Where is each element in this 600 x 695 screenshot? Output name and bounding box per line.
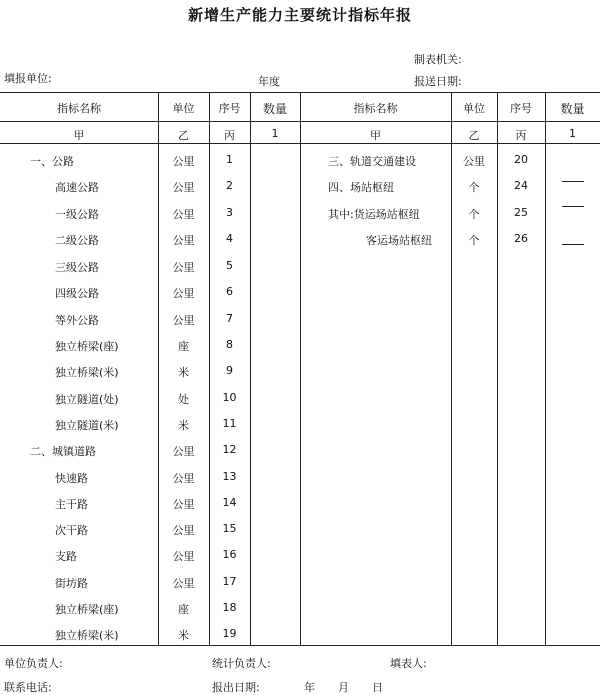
row-unit: 公里 <box>463 155 485 168</box>
header-seq-right: 序号 <box>510 102 532 115</box>
reporting-unit-label: 填报单位: <box>4 72 52 85</box>
row-unit: 公里 <box>172 550 195 563</box>
row-unit: 公里 <box>172 155 195 168</box>
year-unit-label: 年 <box>304 681 315 694</box>
row-unit: 个 <box>468 181 480 194</box>
row-seq: 19 <box>222 627 237 640</box>
dash-mark <box>562 244 584 245</box>
preparer-label: 填表人: <box>390 657 427 670</box>
row-name: 独立桥梁(座) <box>55 340 119 353</box>
row-seq: 12 <box>222 443 237 456</box>
row-name: 独立桥梁(米) <box>55 366 119 379</box>
row-seq: 4 <box>226 232 233 245</box>
row-seq: 11 <box>222 417 237 430</box>
row-name: 一、公路 <box>30 155 74 168</box>
row-seq: 16 <box>222 548 237 561</box>
row-unit: 公里 <box>172 524 195 537</box>
header-qty-right: 数量 <box>560 102 585 116</box>
code-unit-left: 乙 <box>178 129 189 142</box>
row-seq: 24 <box>514 179 528 192</box>
row-unit: 米 <box>178 629 189 642</box>
row-seq: 5 <box>226 259 233 272</box>
row-unit: 公里 <box>172 498 195 511</box>
row-unit: 个 <box>468 208 480 221</box>
issuing-authority-label: 制表机关: <box>414 53 462 66</box>
code-qty-left: 1 <box>271 127 279 140</box>
report-date-label: 报出日期: <box>212 681 260 694</box>
col-divider <box>545 92 546 645</box>
row-unit: 公里 <box>172 234 195 247</box>
row-name: 三级公路 <box>55 261 99 274</box>
row-unit: 个 <box>468 234 480 247</box>
row-seq: 18 <box>222 601 237 614</box>
row-seq: 17 <box>222 575 237 588</box>
row-unit: 公里 <box>172 287 195 300</box>
row-seq: 14 <box>222 496 237 509</box>
row-seq: 6 <box>226 285 233 298</box>
row-name: 一级公路 <box>55 208 99 221</box>
code-name-right: 甲 <box>370 129 381 142</box>
row-seq: 15 <box>222 522 237 535</box>
report-title: 新增生产能力主要统计指标年报 <box>187 6 412 24</box>
row-name: 街坊路 <box>55 577 88 590</box>
col-divider <box>250 92 251 645</box>
row-name: 独立桥梁(米) <box>55 629 119 642</box>
row-name: 三、轨道交通建设 <box>328 155 416 168</box>
row-name: 二、城镇道路 <box>30 445 96 458</box>
row-unit: 处 <box>178 393 189 406</box>
row-seq: 9 <box>226 364 233 377</box>
header-name-right: 指标名称 <box>353 102 398 115</box>
unit-head-label: 单位负责人: <box>4 657 63 670</box>
code-seq-right: 丙 <box>515 129 527 142</box>
dash-mark <box>562 181 584 182</box>
header-seq-left: 序号 <box>218 102 241 115</box>
row-unit: 米 <box>178 419 189 432</box>
row-unit: 公里 <box>172 181 195 194</box>
row-unit: 公里 <box>172 472 195 485</box>
submit-date-label: 报送日期: <box>414 75 462 88</box>
row-unit: 公里 <box>172 208 195 221</box>
month-unit-label: 月 <box>338 681 349 694</box>
row-name: 四级公路 <box>55 287 99 300</box>
row-name: 独立隧道(处) <box>55 393 119 406</box>
header-qty-left: 数量 <box>262 102 287 116</box>
code-seq-left: 丙 <box>224 129 235 142</box>
row-unit: 座 <box>178 340 189 353</box>
header-name-left: 指标名称 <box>57 102 101 115</box>
row-name: 高速公路 <box>55 181 99 194</box>
row-seq: 25 <box>514 206 528 219</box>
row-unit: 座 <box>178 603 189 616</box>
row-seq: 3 <box>226 206 233 219</box>
row-unit: 米 <box>178 366 189 379</box>
row-name: 独立隧道(米) <box>55 419 119 432</box>
row-unit: 公里 <box>172 445 195 458</box>
row-name: 独立桥梁(座) <box>55 603 119 616</box>
year-label: 年度 <box>258 75 280 88</box>
dash-mark <box>562 206 584 207</box>
contact-phone-label: 联系电话: <box>4 681 52 694</box>
row-unit: 公里 <box>172 314 195 327</box>
row-seq: 10 <box>222 391 237 404</box>
code-unit-right: 乙 <box>468 129 480 142</box>
row-unit: 公里 <box>172 577 195 590</box>
header-unit-right: 单位 <box>463 102 485 115</box>
col-divider <box>451 92 452 645</box>
row-seq: 1 <box>226 153 233 166</box>
row-unit: 公里 <box>172 261 195 274</box>
row-seq: 8 <box>226 338 233 351</box>
col-divider <box>300 92 301 645</box>
row-name: 主干路 <box>55 498 88 511</box>
row-name: 等外公路 <box>55 314 99 327</box>
row-seq: 7 <box>226 312 233 325</box>
code-name-left: 甲 <box>73 129 85 142</box>
stats-head-label: 统计负责人: <box>212 657 271 670</box>
row-seq: 2 <box>226 179 233 192</box>
header-unit-left: 单位 <box>172 102 195 115</box>
row-seq: 20 <box>514 153 528 166</box>
row-name: 四、场站枢纽 <box>328 181 394 194</box>
row-seq: 26 <box>514 232 528 245</box>
col-divider <box>497 92 498 645</box>
row-name: 次干路 <box>55 524 88 537</box>
row-seq: 13 <box>222 470 237 483</box>
row-name: 快速路 <box>55 472 88 485</box>
row-name: 客运场站枢纽 <box>366 234 432 247</box>
row-name: 二级公路 <box>55 234 99 247</box>
code-qty-right: 1 <box>569 127 576 140</box>
table-bottom-border <box>0 645 600 646</box>
day-unit-label: 日 <box>372 681 383 694</box>
row-name: 支路 <box>55 550 77 563</box>
row-name: 其中:货运场站枢纽 <box>328 208 420 221</box>
